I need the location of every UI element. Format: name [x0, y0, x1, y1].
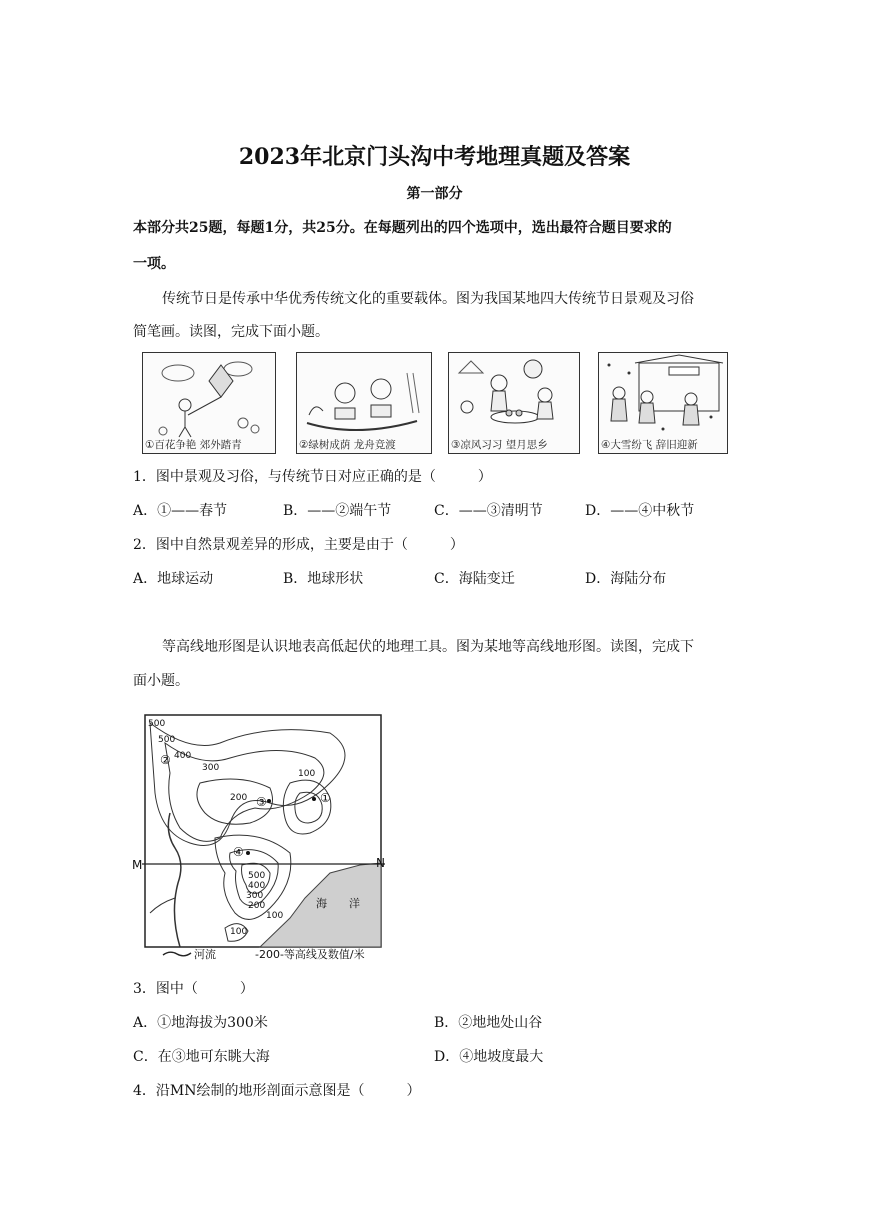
contour-value: 200 [248, 901, 266, 911]
panel-caption: ④大雪纷飞 辞旧迎新 [601, 439, 698, 451]
contour-value: 400 [174, 751, 192, 761]
section-heading: 第一部分 [406, 186, 463, 202]
contour-map [130, 713, 385, 963]
q3-option-a: A．①地海拔为300米 [133, 1015, 268, 1031]
contour-value: 500 [148, 719, 166, 729]
map-point-1: ① [320, 791, 331, 805]
festival-panel-winter [598, 352, 728, 454]
contour-value: 200 [230, 793, 248, 803]
panel-caption: ③凉风习习 望月思乡 [451, 439, 548, 451]
map-point-3: ③ [256, 795, 267, 809]
river-legend-icon [162, 950, 192, 958]
map-point-2: ② [160, 753, 171, 767]
q4-stem: 4．沿MN绘制的地形剖面示意图是（ ） [133, 1083, 421, 1099]
instruction-line-2: 一项。 [133, 256, 175, 272]
q2-option-a: A．地球运动 [133, 571, 214, 587]
map-point-4: ④ [233, 845, 244, 859]
legend-contour-label: -200-等高线及数值/米 [255, 948, 365, 961]
map-label-n: N [376, 856, 385, 870]
contour-value: 300 [246, 891, 264, 901]
contour-value: 100 [230, 927, 248, 937]
contour-value: 500 [158, 735, 176, 745]
panel-caption: ①百花争艳 郊外踏青 [145, 439, 242, 451]
q1-option-b: B．——②端午节 [283, 503, 392, 519]
panel-caption: ②绿树成荫 龙舟竞渡 [299, 439, 396, 451]
festival-panel-summer [296, 352, 432, 454]
q3-stem: 3．图中（ ） [133, 981, 254, 997]
q2-stem: 2．图中自然景观差异的形成，主要是由于（ ） [133, 537, 464, 553]
intro-festival-line-1: 传统节日是传承中华优秀传统文化的重要载体。图为我国某地四大传统节日景观及习俗 [162, 291, 694, 307]
intro-festival-line-2: 简笔画。读图，完成下面小题。 [133, 324, 329, 340]
contour-value: 300 [202, 763, 220, 773]
q3-option-c: C．在③地可东眺大海 [133, 1049, 270, 1065]
festival-panel-spring [142, 352, 276, 454]
contour-value: 500 [248, 871, 266, 881]
q1-option-a: A．①——春节 [133, 503, 228, 519]
contour-map-graphic [130, 713, 385, 963]
map-label-sea: 海 洋 [316, 897, 360, 910]
q3-option-d: D．④地坡度最大 [434, 1049, 544, 1065]
q1-option-c: C．——③清明节 [434, 503, 543, 519]
q2-option-d: D．海陆分布 [585, 571, 667, 587]
q1-stem: 1．图中景观及习俗，与传统节日对应正确的是（ ） [133, 469, 492, 485]
q2-option-b: B．地球形状 [283, 571, 364, 587]
festival-panel-autumn [448, 352, 580, 454]
q1-option-d: D．——④中秋节 [585, 503, 695, 519]
contour-value: 400 [248, 881, 266, 891]
instruction-line-1: 本部分共25题，每题1分，共25分。在每题列出的四个选项中，选出最符合题目要求的 [133, 220, 672, 236]
document-title: 2023年北京门头沟中考地理真题及答案 [238, 144, 631, 170]
map-label-m: M [132, 858, 143, 872]
contour-value: 100 [298, 769, 316, 779]
intro-contour-line-1: 等高线地形图是认识地表高低起伏的地理工具。图为某地等高线地形图。读图，完成下 [162, 639, 694, 655]
q2-option-c: C．海陆变迁 [434, 571, 515, 587]
intro-contour-line-2: 面小题。 [133, 673, 189, 689]
contour-value: 100 [266, 911, 284, 921]
legend-river-label: 河流 [194, 948, 216, 961]
q3-option-b: B．②地地处山谷 [434, 1015, 543, 1031]
